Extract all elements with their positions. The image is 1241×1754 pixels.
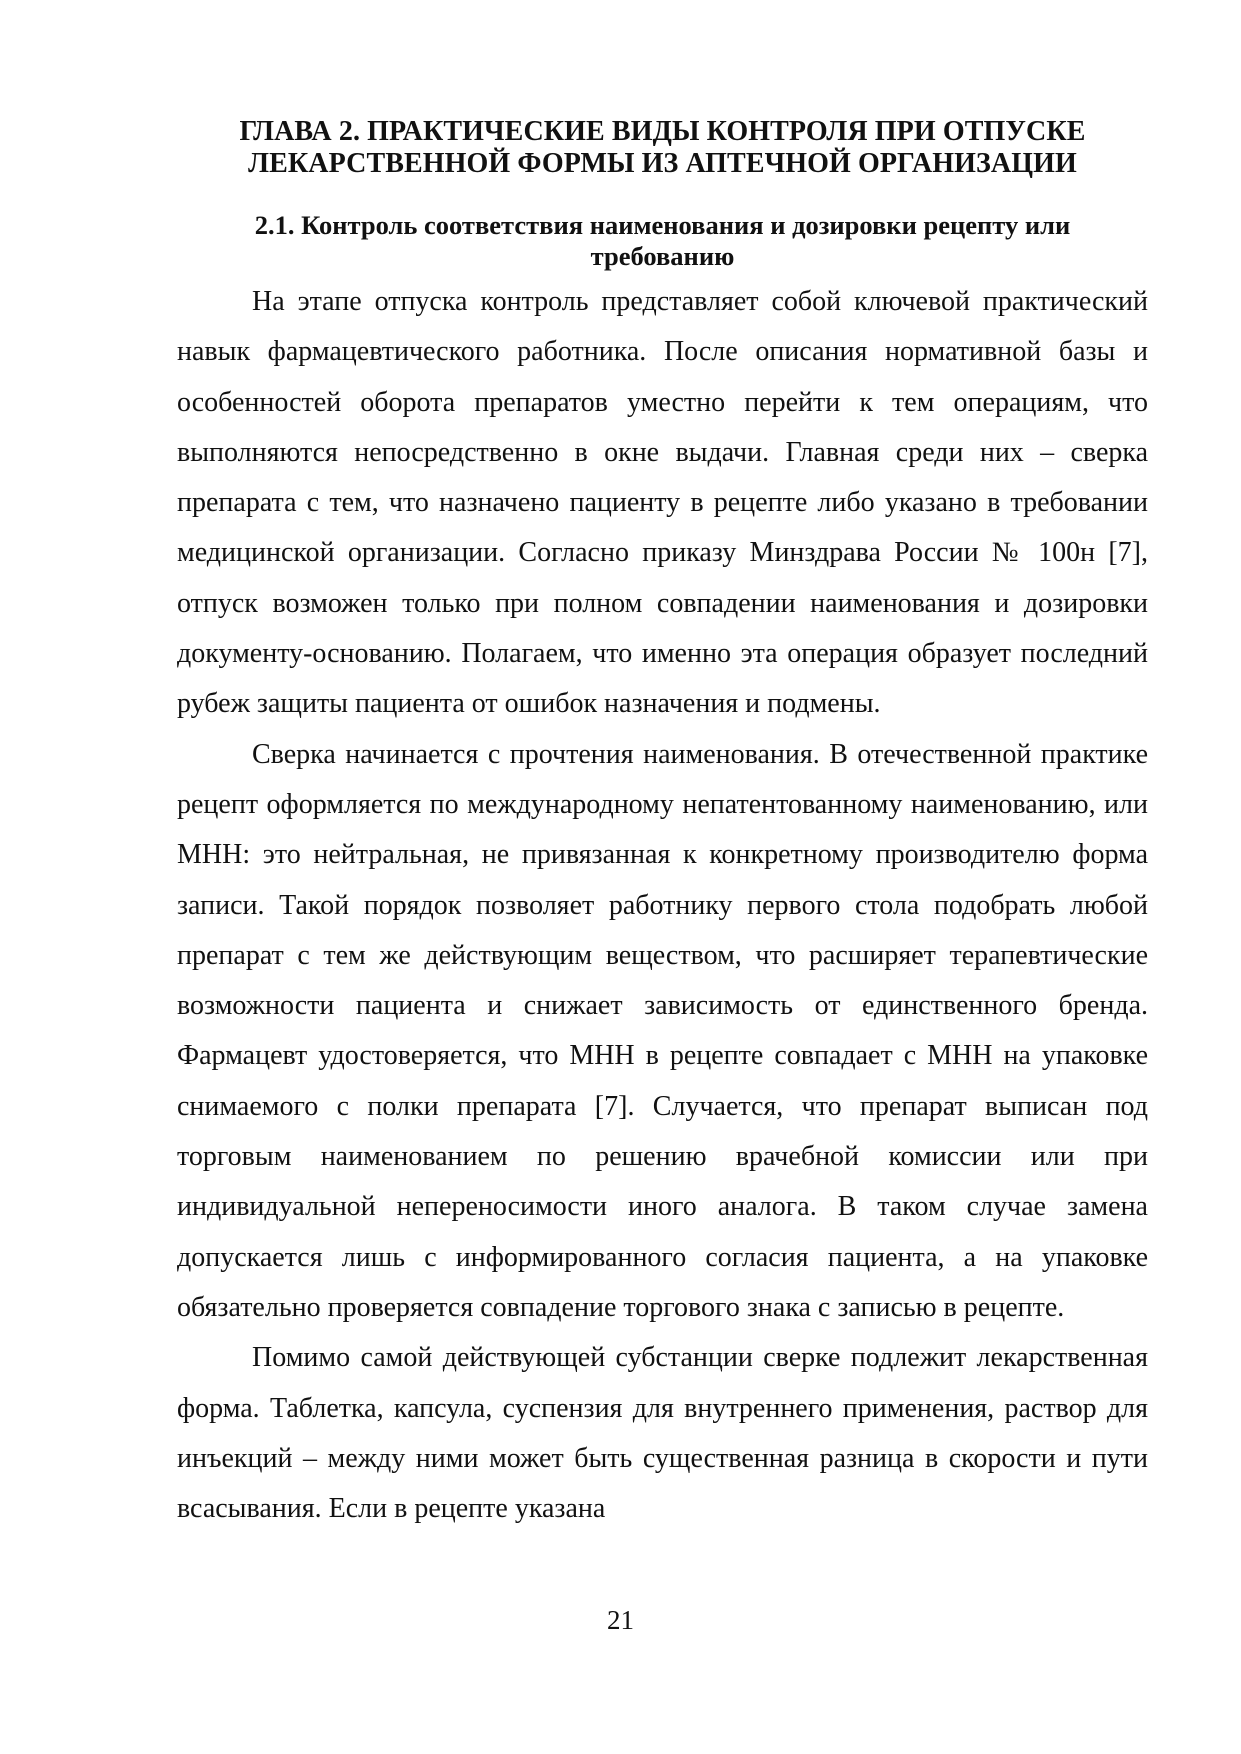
section-title-line-2: требованию [590,241,735,271]
chapter-title [177,116,1148,180]
page-number: 21 [607,1605,634,1635]
body-paragraph-3: Помимо самой действующей субстанции сверке подлежит лекарственная форма. Таблетка, капсула, суспензия для внутреннего применения, раствор для инъекций – между ними может быть существенная разница в скорости и пути всасывания. Если в рецепте указана [177,1342,1148,1525]
body-paragraph-1: На этапе отпуска контроль представляет собой ключевой практический навык фармацевтического работника. После описания нормативной базы и особенностей оборота препаратов уместно перейти к тем операциям, что выполняются непосредственно в окне выдачи. Главная среди них – сверка препарата с тем, что назначено пациенту в рецепте либо указано в требовании медицинской организации. Согласно приказу Минздрава России № 100н [7], отпуск возможен только при полном совпадении наименования и дозировки документу-основанию. Полагаем, что именно эта операция образует последний рубеж защиты пациента от ошибок назначения и подмены. [177,286,1148,720]
section-title [177,210,1148,272]
body-paragraph-2: Сверка начинается с прочтения наименования. В отечественной практике рецепт оформляется по международному непатентованному наименованию, или МНН: это нейтральная, не привязанная к конкретному производителю форма записи. Такой порядок позволяет работнику первого стола подобрать любой препарат с тем же действующим веществом, что расширяет терапевтические возможности пациента и снижает зависимость от единственного бренда. Фармацевт удостоверяется, что МНН в рецепте совпадает с МНН на упаковке снимаемого с полки препарата [7]. Случается, что препарат выписан под торговым наименованием по решению врачебной комиссии или при индивидуальной непереносимости иного аналога. В таком случае замена допускается лишь с информированного согласия пациента, а на упаковке обязательно проверяется совпадение торгового знака с записью в рецепте. [177,738,1148,1323]
section-title-line-1: 2.1. Контроль соответствия наименования и дозировки рецепту или [254,210,1071,240]
page-content [177,116,1148,1534]
chapter-title-line-1: ГЛАВА 2. ПРАКТИЧЕСКИЕ ВИДЫ КОНТРОЛЯ ПРИ ОТПУСКЕ [239,116,1086,147]
chapter-title-line-2: ЛЕКАРСТВЕННОЙ ФОРМЫ ИЗ АПТЕЧНОЙ ОРГАНИЗАЦИИ [248,148,1077,179]
